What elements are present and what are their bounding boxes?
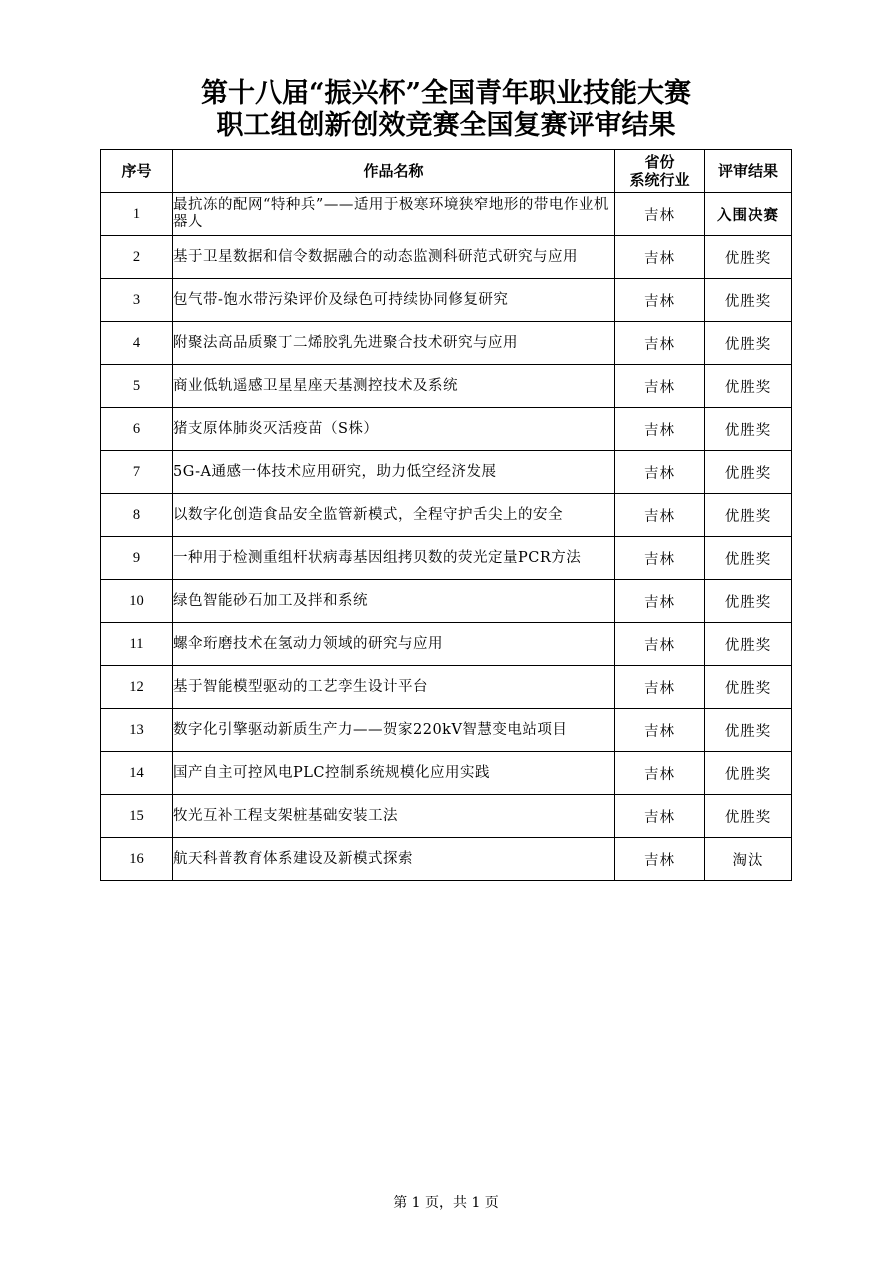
- row-number: 16: [101, 838, 173, 881]
- row-result: 优胜奖: [705, 236, 792, 279]
- row-result: 优胜奖: [705, 666, 792, 709]
- table-row: [101, 408, 792, 451]
- row-work-name: 螺伞珩磨技术在氢动力领域的研究与应用: [173, 623, 615, 666]
- row-number: 9: [101, 537, 173, 580]
- row-work-name: 包气带-饱水带污染评价及绿色可持续协同修复研究: [173, 279, 615, 322]
- table-row: [101, 838, 792, 881]
- row-result: 优胜奖: [705, 365, 792, 408]
- table-row: [101, 752, 792, 795]
- row-province: 吉林: [615, 193, 705, 236]
- row-result: 优胜奖: [705, 580, 792, 623]
- row-work-name: 数字化引擎驱动新质生产力——贺家220kV智慧变电站项目: [173, 709, 615, 752]
- table-row: [101, 322, 792, 365]
- table-row: [101, 795, 792, 838]
- row-work-name: 绿色智能砂石加工及拌和系统: [173, 580, 615, 623]
- header-result: 评审结果: [705, 150, 792, 193]
- row-number: 5: [101, 365, 173, 408]
- row-result: 入围决赛: [705, 193, 792, 236]
- table-row: [101, 193, 792, 236]
- row-work-name: 5G-A通感一体技术应用研究，助力低空经济发展: [173, 451, 615, 494]
- table-row: [101, 236, 792, 279]
- row-result: 优胜奖: [705, 537, 792, 580]
- row-result: 优胜奖: [705, 494, 792, 537]
- row-result: 优胜奖: [705, 408, 792, 451]
- row-work-name: 一种用于检测重组杆状病毒基因组拷贝数的荧光定量PCR方法: [173, 537, 615, 580]
- row-work-name: 国产自主可控风电PLC控制系统规模化应用实践: [173, 752, 615, 795]
- table-row: [101, 580, 792, 623]
- table-header-row: [101, 150, 792, 193]
- row-province: 吉林: [615, 580, 705, 623]
- row-result: 淘汰: [705, 838, 792, 881]
- document-title-line2: 职工组创新创效竞赛全国复赛评审结果: [216, 110, 676, 141]
- row-province: 吉林: [615, 279, 705, 322]
- row-number: 4: [101, 322, 173, 365]
- row-province: 吉林: [615, 795, 705, 838]
- table-row: [101, 279, 792, 322]
- header-province-line1: 省份: [644, 153, 675, 171]
- table-row: [101, 623, 792, 666]
- row-province: 吉林: [615, 236, 705, 279]
- row-number: 14: [101, 752, 173, 795]
- row-result: 优胜奖: [705, 795, 792, 838]
- row-result: 优胜奖: [705, 709, 792, 752]
- row-number: 10: [101, 580, 173, 623]
- row-number: 12: [101, 666, 173, 709]
- row-work-name: 航天科普教育体系建设及新模式探索: [173, 838, 615, 881]
- row-work-name: 最抗冻的配网“特种兵”——适用于极寒环境狭窄地形的带电作业机器人: [173, 193, 615, 236]
- row-province: 吉林: [615, 709, 705, 752]
- row-province: 吉林: [615, 838, 705, 881]
- row-number: 8: [101, 494, 173, 537]
- document-title-line1: 第十八届“振兴杯”全国青年职业技能大赛: [200, 78, 692, 109]
- table-row: [101, 537, 792, 580]
- row-number: 6: [101, 408, 173, 451]
- results-table: [100, 149, 792, 881]
- row-result: 优胜奖: [705, 279, 792, 322]
- row-province: 吉林: [615, 322, 705, 365]
- table-row: [101, 709, 792, 752]
- row-province: 吉林: [615, 537, 705, 580]
- row-province: 吉林: [615, 752, 705, 795]
- table-row: [101, 666, 792, 709]
- header-province-line2: 系统行业: [629, 171, 690, 189]
- header-index: 序号: [101, 150, 173, 193]
- row-number: 7: [101, 451, 173, 494]
- row-work-name: 猪支原体肺炎灭活疫苗（S株）: [173, 408, 615, 451]
- row-number: 1: [101, 193, 173, 236]
- row-province: 吉林: [615, 451, 705, 494]
- row-work-name: 商业低轨遥感卫星星座天基测控技术及系统: [173, 365, 615, 408]
- table-row: [101, 365, 792, 408]
- row-result: 优胜奖: [705, 623, 792, 666]
- row-province: 吉林: [615, 365, 705, 408]
- table-row: [101, 494, 792, 537]
- header-name: 作品名称: [173, 150, 615, 193]
- row-number: 11: [101, 623, 173, 666]
- row-number: 15: [101, 795, 173, 838]
- page-footer: 第 1 页，共 1 页: [393, 1195, 499, 1211]
- header-province: [615, 150, 705, 193]
- row-work-name: 牧光互补工程支架桩基础安装工法: [173, 795, 615, 838]
- row-province: 吉林: [615, 623, 705, 666]
- row-province: 吉林: [615, 666, 705, 709]
- row-number: 3: [101, 279, 173, 322]
- row-result: 优胜奖: [705, 322, 792, 365]
- row-work-name: 基于卫星数据和信令数据融合的动态监测科研范式研究与应用: [173, 236, 615, 279]
- row-result: 优胜奖: [705, 451, 792, 494]
- table-row: [101, 451, 792, 494]
- row-number: 13: [101, 709, 173, 752]
- row-number: 2: [101, 236, 173, 279]
- row-work-name: 附聚法高品质聚丁二烯胶乳先进聚合技术研究与应用: [173, 322, 615, 365]
- row-result: 优胜奖: [705, 752, 792, 795]
- row-work-name: 以数字化创造食品安全监管新模式，全程守护舌尖上的安全: [173, 494, 615, 537]
- row-province: 吉林: [615, 494, 705, 537]
- row-work-name: 基于智能模型驱动的工艺孪生设计平台: [173, 666, 615, 709]
- row-province: 吉林: [615, 408, 705, 451]
